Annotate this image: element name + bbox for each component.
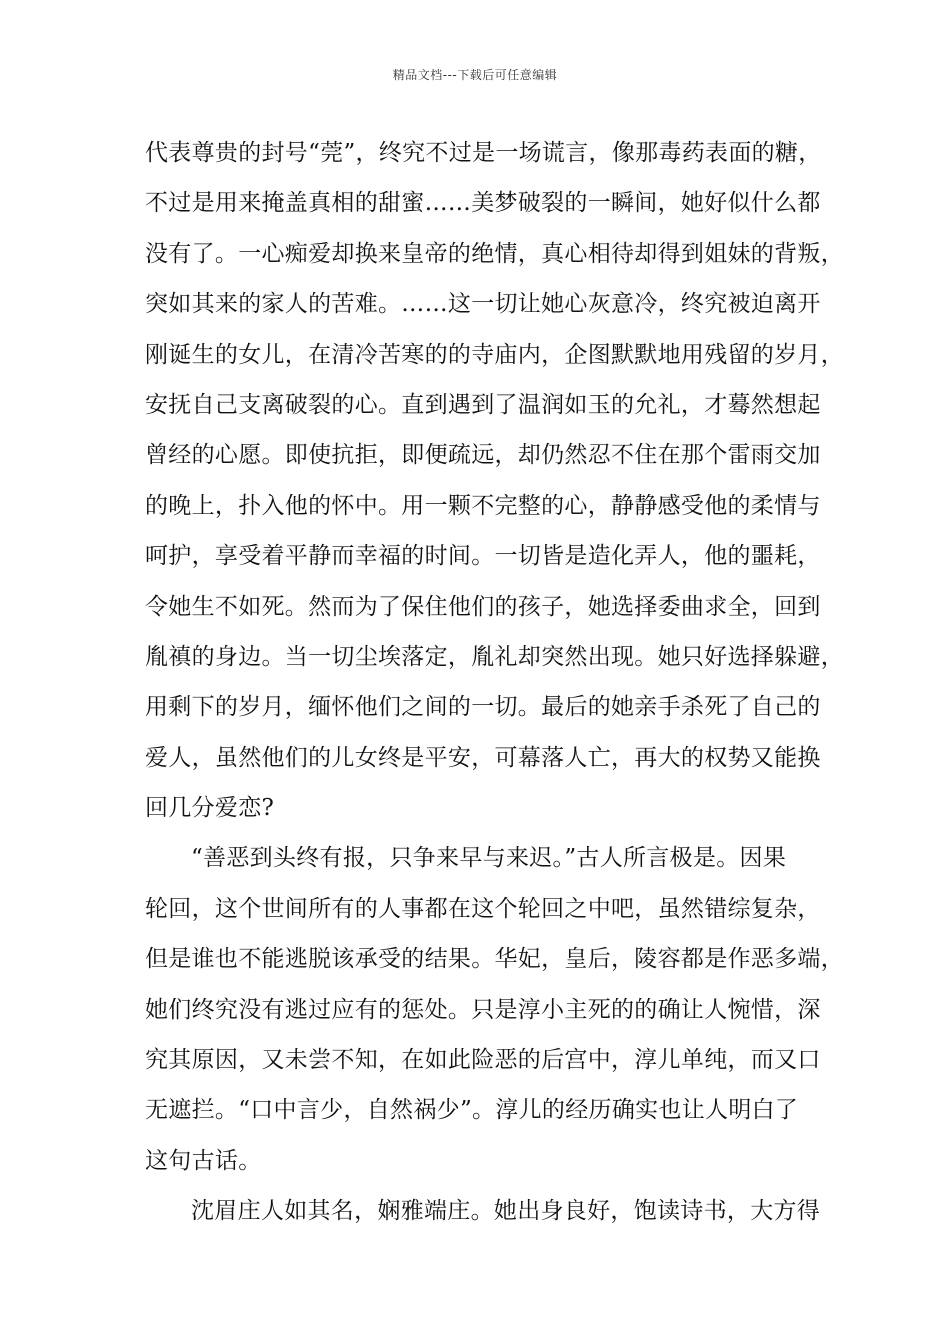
text-line: 令她生不如死。然而为了保住他们的孩子，她选择委曲求全，回到 (145, 593, 821, 620)
text-line: 突如其来的家人的苦难。……这一切让她心灰意冷，终究被迫离开 (145, 291, 821, 318)
text-line: 刚诞生的女儿，在清冷苦寒的的寺庙内，企图默默地用残留的岁月， (145, 341, 844, 368)
text-line: “善恶到头终有报，只争来早与来迟。”古人所言极是。因果 (191, 845, 787, 872)
text-line: 没有了。一心痴爱却换来皇帝的绝情，真心相待却得到姐妹的背叛， (145, 240, 844, 267)
text-line: 的晚上，扑入他的怀中。用一颗不完整的心，静静感受他的柔情与 (145, 492, 821, 519)
text-line: 不过是用来掩盖真相的甜蜜……美梦破裂的一瞬间，她好似什么都 (145, 190, 821, 217)
text-line: 曾经的心愿。即使抗拒，即便疏远，却仍然忍不住在那个雷雨交加 (145, 442, 821, 469)
text-line: 这句古话。 (145, 1147, 262, 1174)
paragraph (145, 1186, 835, 1236)
text-line: 代表尊贵的封号“莞”，终究不过是一场谎言，像那毒药表面的糖， (145, 140, 822, 166)
paragraph (145, 833, 844, 1186)
text-line: 轮回，这个世间所有的人事都在这个轮回之中吧，虽然错综复杂， (145, 895, 821, 922)
paragraph (145, 128, 844, 833)
text-line: 回几分爱恋? (145, 795, 275, 822)
text-line: 沈眉庄人如其名，娴雅端庄。她出身良好，饱读诗书，大方得 (191, 1198, 821, 1225)
text-line: 胤禛的身边。当一切尘埃落定，胤礼却突然出现。她只好选择躲避， (145, 643, 844, 670)
text-line: 究其原因，又未尝不知，在如此险恶的后宫中，淳儿单纯，而又口 (145, 1047, 821, 1074)
text-line: 安抚自己支离破裂的心。直到遇到了温润如玉的允礼，才蓦然想起 (145, 391, 821, 418)
document-body (145, 128, 844, 1237)
text-line: 无遮拦。“口中言少，自然祸少”。淳儿的经历确实也让人明白了 (145, 1097, 799, 1124)
text-line: 爱人，虽然他们的儿女终是平安，可幕落人亡，再大的权势又能换 (145, 744, 821, 771)
text-line: 呵护，享受着平静而幸福的时间。一切皆是造化弄人，他的噩耗， (145, 543, 821, 570)
page-header: 精品文档---下载后可任意编辑 (392, 68, 558, 82)
text-line: 用剩下的岁月，缅怀他们之间的一切。最后的她亲手杀死了自己的 (145, 694, 821, 721)
text-line: 她们终究没有逃过应有的惩处。只是淳小主死的的确让人惋惜，深 (145, 996, 821, 1023)
text-line: 但是谁也不能逃脱该承受的结果。华妃，皇后，陵容都是作恶多端， (145, 946, 844, 973)
